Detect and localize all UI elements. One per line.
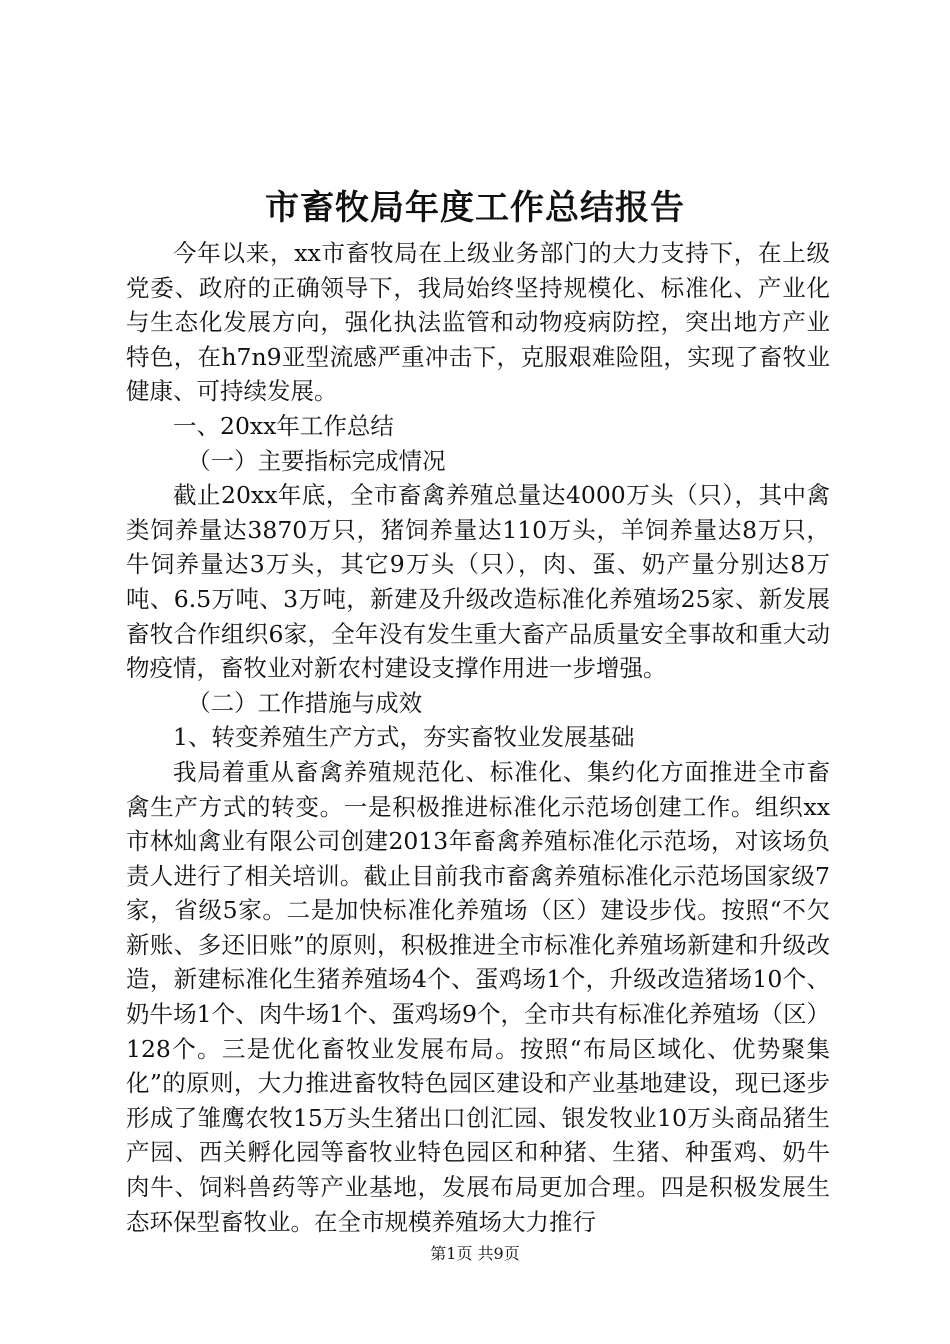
subsection-heading-2: （二）工作措施与成效 <box>187 688 423 717</box>
indicators-paragraph: 截止20xx年底，全市畜禽养殖总量达4000万头（只），其中禽类饲养量达3870万只，猪饲养量达110万头，羊饲养量达8万只，牛饲养量达3万头，其它9万头（只），肉、蛋、奶产量分别达8万吨、6.5万吨、3万吨，新建及升级改造标准化养殖场25家、新发展畜牧合作组织6家，全年没有发生重大畜产品质量安全事故和重大动物疫情，畜牧业对新农村建设支撑作用进一步增强。 <box>126 481 830 683</box>
measures-paragraph: 我局着重从畜禽养殖规范化、标准化、集约化方面推进全市畜禽生产方式的转变。一是积极推进标准化示范场创建工作。组织xx市林灿禽业有限公司创建2013年畜禽养殖标准化示范场，对该场负责人进行了相关培训。截止目前我市畜禽养殖标准化示范场国家级7家，省级5家。二是加快标准化养殖场（区）建设步伐。按照“不欠新账、多还旧账”的原则，积极推进全市标准化养殖场新建和升级改造，新建标准化生猪养殖场4个、蛋鸡场1个，升级改造猪场10个、奶牛场1个、肉牛场1个、蛋鸡场9个，全市共有标准化养殖场（区）128个。三是优化畜牧业发展布局。按照“布局区域化、优势聚集化”的原则，大力推进畜牧特色园区建设和产业基地建设，现已逐步形成了雏鹰农牧15万头生猪出口创汇园、银发牧业10万头商品猪生产园、西关孵化园等畜牧业特色园区和种猪、生猪、种蛋鸡、奶牛肉牛、饲料兽药等产业基地，发展布局更加合理。四是积极发展生态环保型畜牧业。在全市规模养殖场大力推行 <box>126 757 830 1236</box>
intro-paragraph: 今年以来，xx市畜牧局在上级业务部门的大力支持下，在上级党委、政府的正确领导下，我局始终坚持规模化、标准化、产业化与生态化发展方向，强化执法监管和动物疫病防控，突出地方产业特色，在h7n9亚型流感严重冲击下，克服艰难险阻，实现了畜牧业健康、可持续发展。 <box>126 239 830 406</box>
document-body <box>126 236 830 1239</box>
document-title: 市畜牧局年度工作总结报告 <box>265 188 685 228</box>
section-heading-1: 一、20xx年工作总结 <box>173 411 394 440</box>
item-heading-1: 1、转变养殖生产方式，夯实畜牧业发展基础 <box>173 723 635 752</box>
page-footer: 第1页 共9页 <box>430 1244 520 1263</box>
subsection-heading-1: （一）主要指标完成情况 <box>187 446 446 475</box>
